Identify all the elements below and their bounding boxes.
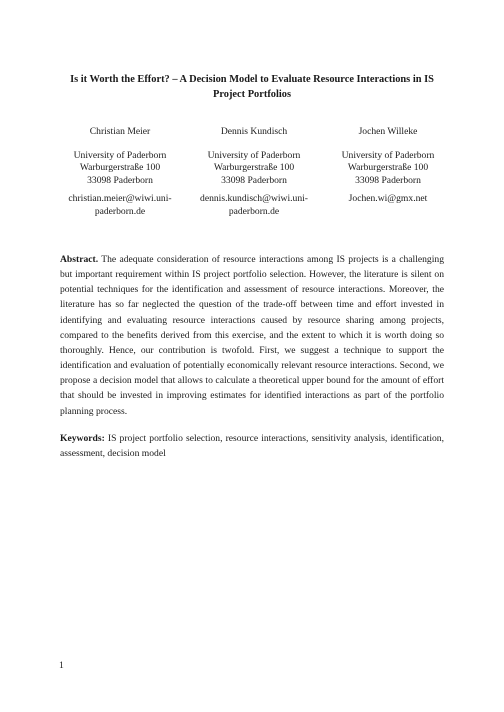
abstract-text: The adequate consideration of resource interactions among IS projects is a challenging but important requirement within IS project portfolio selection. However, the literature is silent on potential techniques for the identification and assessment of resource interactions. Moreover, the literature has so far neglected the question of the trade-off between time and effort invested in identifying and evaluating resource interactions caused by resource sharing among projects, compared to the benefits derived from this exercise, and the extent to which it is worth doing so thoroughly. Hence, our contribution is twofold. First, we suggest a technique to support the identification and evaluation of potentially economically relevant resource interactions. Second, we propose a decision model that allows to calculate a theoretical upper bound for the amount of effort that should be invested in improving estimates for identified interactions as part of the portfolio planning process.: [60, 254, 444, 417]
abstract-label: Abstract.: [60, 254, 99, 265]
author-street: Warburgerstraße 100: [79, 162, 161, 174]
author-name: Jochen Willeke: [358, 126, 418, 137]
author-affiliation: University of Paderborn: [341, 149, 435, 161]
paper-title: Is it Worth the Effort? – A Decision Model to Evaluate Resource Interactions in IS Project Portfolios: [70, 74, 434, 100]
keywords-text: IS project portfolio selection, resource interactions, sensitivity analysis, identification, assessment, decision model: [60, 433, 444, 460]
author-city: 33098 Paderborn: [355, 174, 421, 186]
author-street: Warburgerstraße 100: [347, 162, 429, 174]
author-1: [58, 126, 182, 219]
author-2: [192, 126, 316, 219]
author-name: Christian Meier: [89, 126, 151, 137]
keywords-paragraph: [60, 431, 444, 461]
author-street: Warburgerstraße 100: [213, 162, 295, 174]
author-city: 33098 Paderborn: [87, 174, 153, 186]
author-3: [326, 126, 450, 219]
author-name: Dennis Kundisch: [220, 126, 288, 137]
author-affiliation: University of Paderborn: [73, 149, 167, 161]
abstract-paragraph: [60, 252, 444, 419]
author-email: christian.meier@wiwi.uni-paderborn.de: [68, 193, 172, 217]
author-email: Jochen.wi@gmx.net: [348, 193, 428, 205]
author-email: dennis.kundisch@wiwi.uni-paderborn.de: [200, 193, 308, 217]
page-number: 1: [59, 660, 64, 671]
author-city: 33098 Paderborn: [221, 174, 287, 186]
keywords-label: Keywords:: [60, 433, 105, 444]
author-block: [58, 126, 450, 219]
author-affiliation: University of Paderborn: [207, 149, 301, 161]
